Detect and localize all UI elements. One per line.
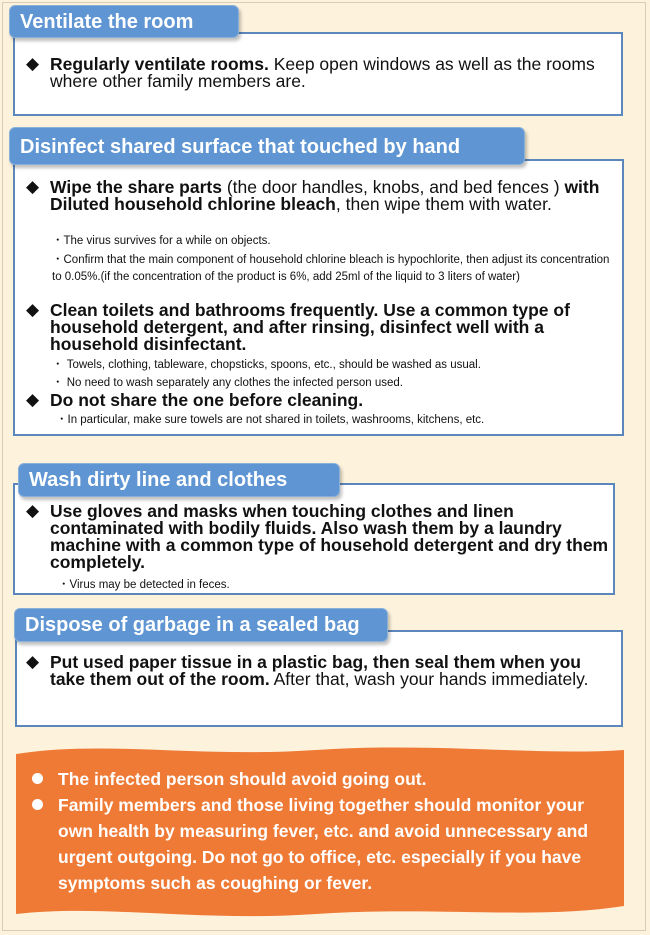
wash-title: Wash dirty line and clothes xyxy=(18,463,340,497)
diamond-bullet-icon: ◆ xyxy=(26,54,40,73)
disinfect-item-3: ◆ Do not share the one before cleaning. xyxy=(26,390,364,410)
disinfect-note-1: ・The virus survives for a while on objects. xyxy=(52,235,271,247)
disinfect-note-4: ・ No need to wash separately any clothes the infected person used. xyxy=(52,377,403,389)
diamond-bullet-icon: ◆ xyxy=(26,652,40,671)
diamond-bullet-icon: ◆ xyxy=(26,501,40,520)
wash-item: ◆ Use gloves and masks when touching clothes and linen contaminated with bodily fluids. Also wash them by a laundry machine with a common type of household detergent and dry them completely. xyxy=(26,501,609,572)
disinfect-title: Disinfect shared surface that touched by hand xyxy=(9,127,525,165)
bullet-dot-icon xyxy=(32,773,43,784)
disinfect-item-2: ◆ Clean toilets and bathrooms frequently. Use a common type of household detergent, and after rinsing, disinfect well with a household disinfectant. xyxy=(26,300,570,354)
diamond-bullet-icon: ◆ xyxy=(26,300,40,319)
disinfect-note-5: ・In particular, make sure towels are not shared in toilets, washrooms, kitchens, etc. xyxy=(56,414,485,426)
notice-panel xyxy=(16,744,624,920)
dispose-title: Dispose of garbage in a sealed bag xyxy=(14,608,388,642)
disinfect-note-3: ・ Towels, clothing, tableware, chopsticks, spoons, etc., should be washed as usual. xyxy=(52,359,481,371)
ventilate-item: ◆ Regularly ventilate rooms. Keep open windows as well as the rooms where other family members are. xyxy=(26,54,595,91)
diamond-bullet-icon: ◆ xyxy=(26,177,40,196)
notice-item-1: The infected person should avoid going out. xyxy=(32,766,602,792)
wash-note: ・Virus may be detected in feces. xyxy=(58,579,230,591)
diamond-bullet-icon: ◆ xyxy=(26,390,40,409)
disinfect-note-2: ・Confirm that the main component of household chlorine bleach is hypochlorite, then adjust its concentration to 0.05%.(if the concentration of the product is 6%, add 25ml of the liquid to 3 liters of water) xyxy=(52,254,610,283)
notice-item-2: Family members and those living together should monitor your own health by measuring fever, etc. and avoid unnecessary and urgent outgoing. Do not go to office, etc. especially if you have symptoms such as coughing or fever. xyxy=(32,792,607,896)
bullet-dot-icon xyxy=(32,799,43,810)
disinfect-item-1: ◆ Wipe the share parts (the door handles, knobs, and bed fences ) with Diluted household chlorine bleach, then wipe them with water. xyxy=(26,177,600,214)
dispose-item: ◆ Put used paper tissue in a plastic bag, then seal them when you take them out of the room. After that, wash your hands immediately. xyxy=(26,652,589,689)
ventilate-title: Ventilate the room xyxy=(9,5,239,38)
